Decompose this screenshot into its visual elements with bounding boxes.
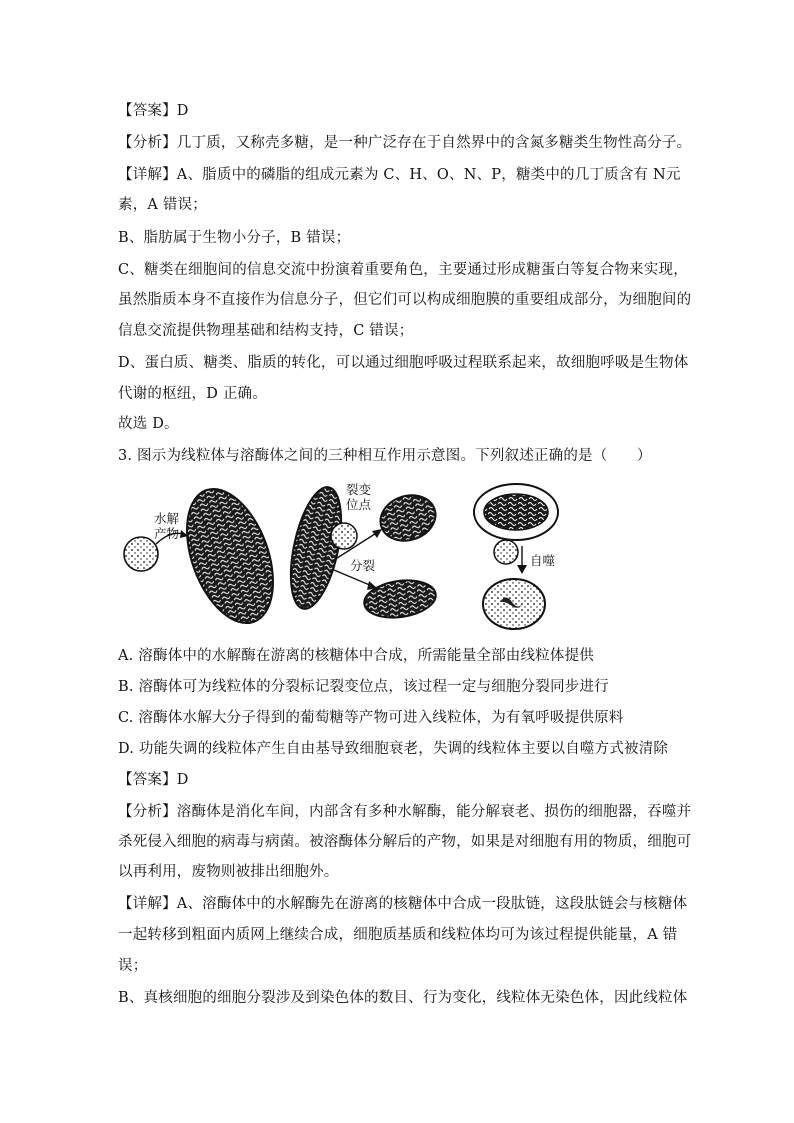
fission-label: 分裂: [350, 558, 376, 573]
hydrolysis-label: 产物: [154, 526, 180, 541]
explanation-b: B、真核细胞的细胞分裂涉及到染色体的数目、行为变化，线粒体无染色体，因此线粒体: [118, 990, 688, 1006]
option-c: C. 溶酶体水解大分子得到的葡萄糖等产物可进入线粒体，为有氧呼吸提供原料: [118, 710, 624, 726]
analysis-line: 【分析】溶酶体是消化车间，内部含有多种水解酶，能分解衰老、损伤的细胞器，吞噬并: [118, 804, 692, 820]
answer-line: 【答案】D: [118, 772, 189, 788]
lysosome-shape: [331, 523, 357, 549]
detail-line: 【详解】A、溶酶体中的水解酶先在游离的核糖体中合成一段肽链，这段肽链会与核糖体: [118, 896, 688, 912]
choose-line: 故选 D。: [118, 416, 179, 432]
option-b: B. 溶酶体可为线粒体的分裂标记裂变位点，该过程一定与细胞分裂同步进行: [118, 679, 609, 695]
daughter-mitochondrion: [375, 488, 442, 547]
mitochondrion-shape: [170, 477, 289, 635]
explanation-b: B、脂肪属于生物小分子，B 错误；: [118, 230, 351, 246]
explanation-c: C、糖类在细胞间的信息交流中扮演着重要角色，主要通过形成糖蛋白等复合物来实现，: [118, 262, 688, 278]
detail-line: 误；: [118, 958, 148, 974]
daughter-mitochondrion: [362, 576, 438, 622]
explanation-d: D、蛋白质、糖类、脂质的转化，可以通过细胞呼吸过程联系起来，故细胞呼吸是生物体: [118, 355, 689, 371]
autolysosome-shape: [483, 579, 545, 629]
explanation-d: 代谢的枢纽，D 正确。: [118, 386, 267, 402]
fission-site-label: 位点: [346, 497, 372, 512]
analysis-line: 【分析】几丁质，又称壳多糖，是一种广泛存在于自然界中的含氮多糖类生物性高分子。: [118, 135, 692, 151]
detail-line: 【详解】A、脂质中的磷脂的组成元素为 C、H、O、N、P，糖类中的几丁质含有 N元: [118, 167, 681, 183]
analysis-line: 以再利用，废物则被排出细胞外。: [118, 864, 339, 880]
answer-line: 【答案】D: [118, 103, 189, 119]
detail-line: 素，A 错误；: [118, 197, 207, 213]
explanation-c: 虽然脂质本身不直接作为信息分子，但它们可以构成细胞膜的重要组成部分，为细胞间的: [118, 292, 692, 308]
detail-line: 一起转移到粗面内质网上继续合成，细胞质基质和线粒体均可为该过程提供能量，A 错: [118, 927, 678, 943]
option-d: D. 功能失调的线粒体产生自由基导致细胞衰老，失调的线粒体主要以自噬方式被清除: [118, 741, 669, 757]
explanation-c: 信息交流提供物理基础和结构支持，C 错误；: [118, 323, 414, 339]
hydrolysis-label: 水解: [154, 511, 180, 526]
option-a: A. 溶酶体中的水解酶在游离的核糖体中合成，所需能量全部由线粒体提供: [118, 648, 594, 664]
arrowhead: [517, 565, 527, 574]
analysis-line: 杀死侵入细胞的病毒与病菌。被溶酶体分解后的产物，如果是对细胞有用的物质，细胞可: [118, 834, 692, 850]
arrowhead: [372, 529, 382, 538]
mitochondria-lysosome-figure: [118, 476, 578, 636]
question-stem: 3. 图示为线粒体与溶酶体之间的三种相互作用示意图。下列叙述正确的是（ ）: [118, 448, 652, 464]
lysosome-shape: [124, 537, 158, 571]
lysosome-shape: [494, 540, 518, 564]
autophagy-label: 自噬: [530, 553, 556, 568]
engulfed-mitochondrion: [484, 494, 548, 530]
fission-site-label: 裂变: [346, 482, 372, 497]
